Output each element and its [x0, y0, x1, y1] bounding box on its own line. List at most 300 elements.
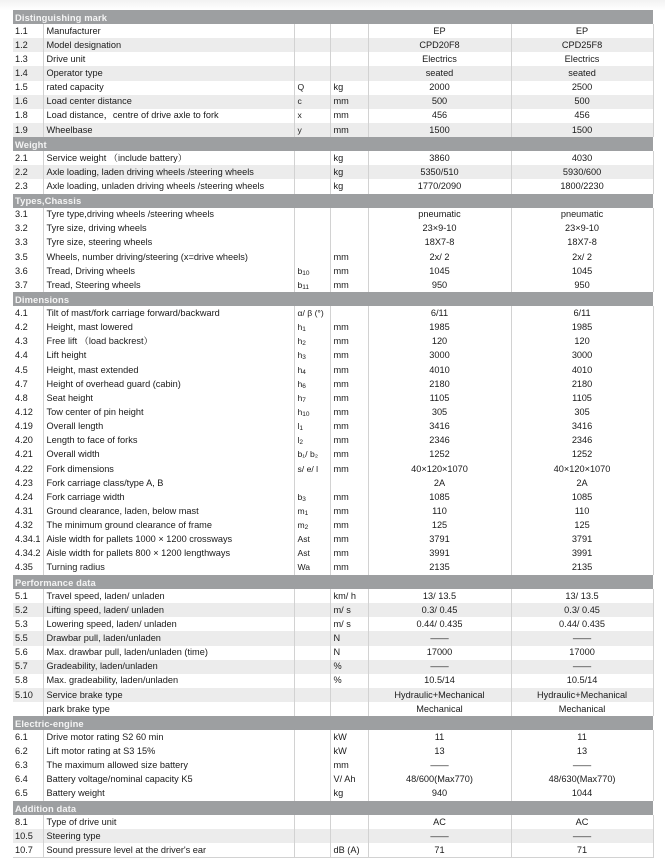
value-model-1: 1985 [368, 321, 511, 335]
item-unit: mm [330, 109, 368, 123]
value-model-2: 120 [511, 335, 653, 349]
item-symbol [294, 391, 330, 405]
value-model-1: 23×9-10 [368, 222, 511, 236]
value-model-1: 10.5/14 [368, 674, 511, 688]
value-model-1: Hydraulic+Mechanical [368, 688, 511, 702]
value-model-1: 1770/2090 [368, 179, 511, 193]
section-header-distinguishing-mark [13, 10, 653, 24]
value-model-2: 2A [511, 476, 653, 490]
spec-row [13, 264, 653, 278]
item-number: 1.1 [13, 24, 43, 38]
spec-row [13, 363, 653, 377]
spec-row [13, 660, 653, 674]
value-model-2: 1800/2230 [511, 179, 653, 193]
item-number: 4.4 [13, 349, 43, 363]
spec-row [13, 420, 653, 434]
spec-row [13, 52, 653, 66]
symbol-text: s/ e/ l [297, 463, 319, 474]
item-unit: mm [330, 123, 368, 137]
spec-row [13, 81, 653, 95]
spec-row [13, 476, 653, 490]
item-unit: kg [330, 179, 368, 193]
value-model-1: 48/600(Max770) [368, 773, 511, 787]
item-unit: mm [330, 547, 368, 561]
value-model-1: 110 [368, 504, 511, 518]
item-number: 4.32 [13, 519, 43, 533]
spec-row [13, 236, 653, 250]
item-number: 1.4 [13, 66, 43, 80]
item-description: Tyre size, steering wheels [43, 236, 294, 250]
item-unit: mm [330, 250, 368, 264]
value-model-2: 0.3/ 0.45 [511, 603, 653, 617]
value-model-2: 3416 [511, 420, 653, 434]
value-model-2: 10.5/14 [511, 674, 653, 688]
value-model-1: 3416 [368, 420, 511, 434]
item-description: Height, mast extended [43, 363, 294, 377]
value-model-2: 23×9-10 [511, 222, 653, 236]
value-model-2: 13 [511, 744, 653, 758]
value-model-2: 1045 [511, 264, 653, 278]
symbol-text: h [297, 364, 303, 375]
value-model-1: 6/11 [368, 306, 511, 320]
symbol-text: b [297, 491, 303, 502]
item-unit [330, 702, 368, 716]
item-description: Fork carriage width [43, 490, 294, 504]
item-number: 3.5 [13, 250, 43, 264]
spec-row [13, 123, 653, 137]
item-description: Tyre type,driving wheels /steering wheels [43, 208, 294, 222]
value-model-2: pneumatic [511, 208, 653, 222]
symbol-text: m [297, 505, 305, 516]
item-symbol [294, 434, 330, 448]
item-number: 4.2 [13, 321, 43, 335]
item-unit [330, 829, 368, 843]
value-model-1: 1045 [368, 264, 511, 278]
value-model-1: 1252 [368, 448, 511, 462]
item-description: Max. gradeability, laden/unladen [43, 674, 294, 688]
value-model-2: 11 [511, 730, 653, 744]
section-header-dimensions [13, 292, 653, 306]
value-model-1: 17000 [368, 646, 511, 660]
item-description: Aisle width for pallets 1000 × 1200 crossways [43, 533, 294, 547]
spec-row [13, 815, 653, 829]
item-unit: mm [330, 519, 368, 533]
section-header-addition-data [13, 801, 653, 815]
symbol-subscript: 2 [302, 340, 306, 348]
item-description: Steering type [43, 829, 294, 843]
value-model-2: 3000 [511, 349, 653, 363]
symbol-text: m [297, 520, 305, 531]
item-symbol [294, 660, 330, 674]
item-number: 1.8 [13, 109, 43, 123]
value-model-1: 456 [368, 109, 511, 123]
symbol-subscript: 1 [299, 425, 304, 433]
item-unit [330, 476, 368, 490]
item-unit: mm [330, 561, 368, 575]
spec-row [13, 278, 653, 292]
symbol-subscript: 2 [299, 439, 304, 447]
symbol-text: Ast [297, 534, 310, 545]
item-symbol [294, 24, 330, 38]
spec-row [13, 250, 653, 264]
item-symbol [294, 165, 330, 179]
item-unit: mm [330, 95, 368, 109]
item-unit: kg [330, 165, 368, 179]
value-model-2: 3791 [511, 533, 653, 547]
value-model-2: 2180 [511, 377, 653, 391]
value-model-2: Mechanical [511, 702, 653, 716]
item-symbol [294, 519, 330, 533]
item-number: 4.34.2 [13, 547, 43, 561]
section-header-performance-data [13, 575, 653, 589]
value-model-2: —— [511, 660, 653, 674]
item-number: 6.2 [13, 744, 43, 758]
item-number: 2.1 [13, 151, 43, 165]
value-model-1: 305 [368, 405, 511, 419]
section-title: Dimensions [13, 292, 653, 306]
value-model-2: 48/630(Max770) [511, 773, 653, 787]
value-model-2: —— [511, 829, 653, 843]
spec-row [13, 773, 653, 787]
item-number: 1.2 [13, 38, 43, 52]
value-model-1: AC [368, 815, 511, 829]
value-model-2: 1500 [511, 123, 653, 137]
spec-row [13, 490, 653, 504]
item-unit: mm [330, 533, 368, 547]
item-number: 1.6 [13, 95, 43, 109]
value-model-1: 0.3/ 0.45 [368, 603, 511, 617]
item-symbol [294, 533, 330, 547]
symbol-subscript: 6 [302, 382, 306, 390]
item-description: Length to face of forks [43, 434, 294, 448]
item-number: 4.31 [15, 505, 33, 516]
value-model-1: Electrics [368, 52, 511, 66]
item-description: Fork dimensions [43, 462, 294, 476]
section-title: Performance data [13, 575, 653, 589]
symbol-text: h [297, 378, 303, 389]
item-number: 4.8 [15, 392, 28, 403]
item-symbol [294, 38, 330, 52]
section-header-weight [13, 137, 653, 151]
item-unit: V/ Ah [330, 773, 368, 787]
item-description: Operator type [43, 66, 294, 80]
item-symbol [294, 646, 330, 660]
item-description: Wheelbase [43, 123, 294, 137]
item-symbol [294, 349, 330, 363]
value-model-1: Mechanical [368, 702, 511, 716]
value-model-2: 6/11 [511, 306, 653, 320]
item-description: Tyre size, driving wheels [43, 222, 294, 236]
item-unit: mm [330, 278, 368, 292]
spec-row [13, 306, 653, 320]
value-model-1: 40×120×1070 [368, 462, 511, 476]
item-number: 6.3 [15, 760, 28, 771]
item-unit: mm [330, 349, 368, 363]
item-description: Wheels, number driving/steering (x=drive wheels) [43, 250, 294, 264]
spec-row [13, 405, 653, 419]
value-model-2: EP [511, 24, 653, 38]
spec-row [13, 434, 653, 448]
item-unit: mm [330, 490, 368, 504]
value-model-1: 0.44/ 0.435 [368, 617, 511, 631]
item-unit: mm [330, 321, 368, 335]
section-title: Distinguishing mark [13, 10, 653, 24]
value-model-2: 2x/ 2 [511, 250, 653, 264]
spec-row [13, 744, 653, 758]
value-model-2: 4010 [511, 363, 653, 377]
item-number: 5.3 [13, 617, 43, 631]
value-model-1: 3791 [368, 533, 511, 547]
spec-table-body [13, 10, 653, 858]
item-description: Drive motor rating S2 60 min [43, 730, 294, 744]
item-number: 6.5 [15, 788, 28, 799]
symbol-subscript: 1 [304, 509, 309, 517]
item-symbol [294, 81, 330, 95]
value-model-1: —— [368, 829, 511, 843]
spec-row [13, 589, 653, 603]
spec-row [13, 603, 653, 617]
value-model-2: 17000 [511, 646, 653, 660]
spec-row [13, 391, 653, 405]
item-description: Service brake type [43, 688, 294, 702]
item-symbol [294, 363, 330, 377]
spec-row [13, 208, 653, 222]
item-symbol [294, 264, 330, 278]
item-number: 5.2 [13, 603, 43, 617]
item-description: Type of drive unit [43, 815, 294, 829]
item-description: Load distance，centre of drive axle to fork [43, 109, 294, 123]
item-unit: mm [330, 434, 368, 448]
item-unit: mm [330, 363, 368, 377]
value-model-2: 0.44/ 0.435 [511, 617, 653, 631]
item-description: Height, mast lowered [43, 321, 294, 335]
item-symbol [294, 66, 330, 80]
item-symbol [294, 843, 330, 858]
spec-row [13, 504, 653, 518]
item-number: 5.6 [13, 646, 43, 660]
item-unit [330, 66, 368, 80]
section-title: Weight [13, 137, 653, 151]
page-top-edge [0, 0, 665, 10]
value-model-2: AC [511, 815, 653, 829]
spec-row [13, 533, 653, 547]
symbol-text: c [297, 96, 302, 107]
spec-row [13, 730, 653, 744]
spec-row [13, 787, 653, 801]
item-symbol [294, 335, 330, 349]
item-symbol [294, 377, 330, 391]
spec-table [13, 10, 654, 858]
value-model-1: 120 [368, 335, 511, 349]
item-symbol [294, 179, 330, 193]
value-model-1: 3860 [368, 151, 511, 165]
item-unit [330, 208, 368, 222]
item-unit [330, 222, 368, 236]
item-symbol [294, 222, 330, 236]
item-unit: N [330, 631, 368, 645]
spec-row [13, 321, 653, 335]
item-unit [330, 236, 368, 250]
symbol-subscript: 1 [302, 326, 306, 334]
spec-row [13, 222, 653, 236]
item-description: Tilt of mast/fork carriage forward/backward [43, 306, 294, 320]
item-unit: mm [330, 462, 368, 476]
item-description: Seat height [43, 391, 294, 405]
item-symbol [294, 829, 330, 843]
item-symbol [294, 123, 330, 137]
item-number: 5.10 [13, 688, 43, 702]
item-unit: % [330, 660, 368, 674]
symbol-subscript: 10 [302, 410, 310, 418]
item-number: 10.7 [13, 843, 43, 858]
item-symbol [294, 547, 330, 561]
item-description: Tread, Driving wheels [43, 264, 294, 278]
item-number: 5.7 [13, 660, 43, 674]
item-symbol [294, 306, 330, 320]
item-unit: kW [330, 744, 368, 758]
item-number: 5.8 [13, 674, 43, 688]
item-description: Travel speed, laden/ unladen [43, 589, 294, 603]
item-symbol [294, 448, 330, 462]
item-symbol [294, 420, 330, 434]
item-description: Model designation [43, 38, 294, 52]
value-model-2: 4030 [511, 151, 653, 165]
item-unit: m/ s [330, 617, 368, 631]
item-number: 4.19 [15, 421, 33, 432]
symbol-text: α/ β (°) [297, 307, 324, 318]
symbol-text: h [297, 322, 303, 333]
item-number: 4.24 [13, 490, 43, 504]
value-model-2: 950 [511, 278, 653, 292]
item-number: 1.9 [13, 123, 43, 137]
item-unit: mm [330, 405, 368, 419]
value-model-2: 2500 [511, 81, 653, 95]
item-symbol [294, 95, 330, 109]
item-description: Lift height [43, 349, 294, 363]
value-model-1: 500 [368, 95, 511, 109]
value-model-2: 2346 [511, 434, 653, 448]
value-model-2: 1105 [511, 391, 653, 405]
item-symbol [294, 208, 330, 222]
spec-row [13, 165, 653, 179]
item-unit: mm [330, 759, 368, 773]
symbol-text: h [297, 392, 303, 403]
item-number: 4.7 [13, 377, 43, 391]
symbol-subscript: 10 [302, 269, 310, 277]
item-number: 2.2 [13, 165, 43, 179]
item-number: 1.5 [13, 81, 43, 95]
symbol-text: b [297, 265, 303, 276]
spec-row [13, 702, 653, 716]
item-number: 4.5 [15, 364, 28, 375]
item-unit: km/ h [330, 589, 368, 603]
value-model-1: 5350/510 [368, 165, 511, 179]
value-model-2: 40×120×1070 [511, 462, 653, 476]
section-header-electric-engine [13, 716, 653, 730]
item-symbol [294, 589, 330, 603]
item-number: 5.1 [13, 589, 43, 603]
value-model-1: 1500 [368, 123, 511, 137]
spec-row [13, 66, 653, 80]
item-number: 3.1 [15, 209, 28, 220]
symbol-text: b₁/ b₂ [297, 449, 319, 460]
symbol-text: h [297, 406, 303, 417]
spec-row [13, 462, 653, 476]
item-symbol [294, 109, 330, 123]
spec-row [13, 561, 653, 575]
item-symbol [294, 773, 330, 787]
item-number: 4.23 [15, 477, 33, 488]
value-model-1: 2180 [368, 377, 511, 391]
item-unit [330, 52, 368, 66]
value-model-2: —— [511, 631, 653, 645]
value-model-2: CPD25F8 [511, 38, 653, 52]
spec-row [13, 38, 653, 52]
item-number: 3.6 [15, 265, 28, 276]
item-description: Ground clearance, laden, below mast [43, 504, 294, 518]
item-unit: mm [330, 391, 368, 405]
value-model-1: 2A [368, 476, 511, 490]
item-description: Battery weight [43, 787, 294, 801]
symbol-subscript: 11 [302, 283, 310, 291]
spec-row [13, 843, 653, 858]
item-unit: mm [330, 377, 368, 391]
item-number: 4.22 [13, 462, 43, 476]
value-model-1: 13/ 13.5 [368, 589, 511, 603]
spec-row [13, 688, 653, 702]
item-unit: kg [330, 787, 368, 801]
item-unit: m/ s [330, 603, 368, 617]
item-symbol [294, 702, 330, 716]
spec-row [13, 646, 653, 660]
item-description: The maximum allowed size battery [43, 759, 294, 773]
item-description: Lowering speed, laden/ unladen [43, 617, 294, 631]
symbol-text: x [297, 110, 302, 121]
symbol-text: y [297, 124, 302, 135]
item-description: Drive unit [43, 52, 294, 66]
item-unit: mm [330, 264, 368, 278]
item-unit [330, 306, 368, 320]
item-symbol [294, 603, 330, 617]
spec-row [13, 109, 653, 123]
value-model-2: 456 [511, 109, 653, 123]
section-header-types-chassis [13, 194, 653, 208]
item-description: Height of overhead guard (cabin) [43, 377, 294, 391]
value-model-1: 125 [368, 519, 511, 533]
item-symbol [294, 561, 330, 575]
value-model-1: 2x/ 2 [368, 250, 511, 264]
item-number: 4.1 [15, 307, 28, 318]
item-number: 4.3 [15, 336, 28, 347]
item-symbol [294, 278, 330, 292]
item-unit [330, 688, 368, 702]
value-model-2: 125 [511, 519, 653, 533]
item-unit: kg [330, 151, 368, 165]
value-model-2: 71 [511, 843, 653, 858]
item-description: Sound pressure level at the driver's ear [43, 843, 294, 858]
item-unit: dB (A) [330, 843, 368, 858]
value-model-1: CPD20F8 [368, 38, 511, 52]
symbol-subscript: 2 [304, 524, 309, 532]
item-symbol [294, 52, 330, 66]
item-description: Max. drawbar pull, laden/unladen (time) [43, 646, 294, 660]
item-number: 4.21 [15, 449, 33, 460]
item-symbol [294, 151, 330, 165]
spec-row [13, 519, 653, 533]
value-model-2: 3991 [511, 547, 653, 561]
item-unit: % [330, 674, 368, 688]
item-unit: N [330, 646, 368, 660]
